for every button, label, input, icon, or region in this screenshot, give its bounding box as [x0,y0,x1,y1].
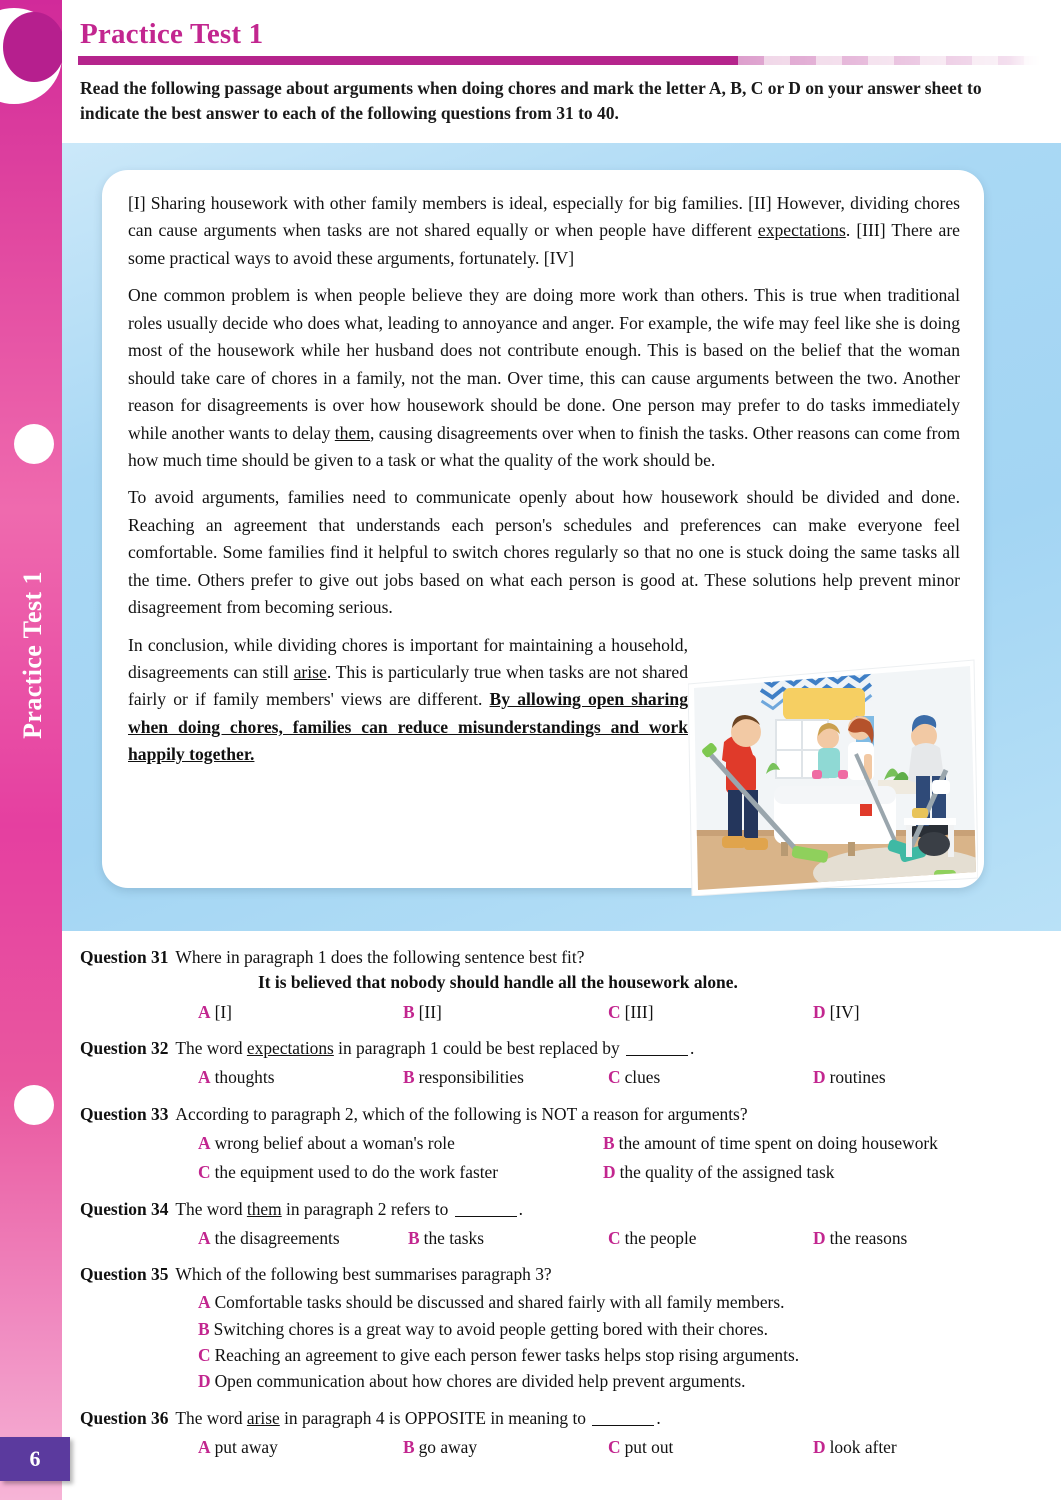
question-31-text: Where in paragraph 1 does the following sentence best fit? [175,947,585,967]
option-text: Switching chores is a great way to avoid people getting bored with their chores. [213,1318,769,1339]
option-a[interactable] [198,1001,403,1024]
q32-after: in paragraph 1 could be best replaced by [333,1037,625,1058]
option-d[interactable] [603,1161,1008,1184]
q34-before: The word [175,1198,247,1219]
option-text: wrong belief about a woman's role [214,1132,455,1153]
option-letter: B [198,1318,210,1339]
option-d[interactable] [198,1370,1045,1393]
question-31-label: Question 31 [80,947,169,967]
option-text: the equipment used to do the work faster [214,1162,499,1183]
family-cleaning-photo [688,658,978,896]
option-b[interactable] [403,1066,608,1089]
p1-part-a: [I] Sharing housework with other family members is ideal, especially for big families. [II] However, dividing chores can cause arguments when tasks are not shared equally or when people have different [128,193,960,241]
question-36-label: Question 36 [80,1407,169,1428]
question-block-35 [80,1263,1045,1394]
option-c[interactable] [198,1344,1045,1367]
option-b[interactable] [403,1001,608,1024]
option-letter: B [403,1067,415,1088]
option-letter: D [813,1227,826,1248]
option-letter: C [608,1437,621,1457]
option-letter: B [603,1132,615,1153]
option-text: look after [829,1437,897,1457]
option-d[interactable] [813,1066,1018,1089]
option-a[interactable] [198,1291,1045,1314]
answer-blank [592,1425,654,1426]
option-letter: C [608,1227,621,1248]
option-letter: A [198,1437,211,1457]
question-block-34 [80,1198,1045,1251]
question-31-insert-sentence: It is believed that nobody should handle all the housework alone. [258,972,738,993]
option-letter: D [198,1371,211,1392]
q36-end: . [656,1407,661,1428]
p2-part-a: One common problem is when people believe they are doing more work than others. This is true when traditional roles usually decide who does what, leading to annoyance and anger. For example, the wife may feel like she is doing most of the housework while her husband does not contribute enough. This is based on the belief that the woman should take care of chores in a family, not the man. Over time, this can cause arguments between the two. Another reason for disagreements is over how housework should be done. One person may prefer to do tasks immediately while another wants to delay [128,285,960,443]
p1-part-b: . [III] There are some practical ways to avoid these arguments, fortunately. [IV] [128,220,960,268]
passage-paragraph-2 [128,282,960,474]
option-text: go away [418,1437,478,1457]
option-text: thoughts [214,1067,275,1088]
option-text: the reasons [829,1227,908,1248]
question-32-options [80,1066,1045,1089]
p2-part-b: , causing disagreements over when to finish the tasks. Other reasons can come from how much time should be given to a task or what the quality of the work should be. [128,422,960,470]
question-33-text: According to paragraph 2, which of the following is NOT a reason for arguments? [175,1103,748,1124]
question-block-33 [80,1103,1045,1185]
option-a[interactable] [198,1436,403,1459]
option-text: [III] [624,1001,654,1022]
option-c[interactable] [608,1227,813,1250]
option-c[interactable] [198,1161,603,1184]
option-text: put out [624,1437,674,1457]
option-letter: B [403,1001,415,1022]
q36-underlined-word: arise [246,1407,280,1428]
option-letter: A [198,1227,211,1248]
option-letter: D [813,1001,826,1022]
header-rule-solid [78,56,738,65]
option-text: [II] [418,1001,442,1022]
sidebar-white-dot-icon [14,424,54,464]
option-letter: C [198,1345,211,1366]
sidebar-vertical-title: Practice Test 1 [18,571,47,739]
passage-paragraph-3 [128,484,960,621]
question-34-text [175,1198,523,1221]
option-text: put away [214,1437,278,1457]
option-letter: B [403,1437,415,1457]
sidebar-white-dot-icon [14,1085,54,1125]
sidebar-top-circle-icon [3,12,62,82]
answer-blank [626,1055,688,1056]
q32-end: . [690,1037,695,1058]
passage-paragraph-4 [128,632,688,769]
question-block-36 [80,1407,1045,1460]
question-35-options [80,1291,1045,1393]
option-d[interactable] [813,1436,1018,1459]
p1-underlined-word: expectations [757,220,846,241]
q32-underlined-word: expectations [246,1037,334,1058]
q32-before: The word [175,1037,247,1058]
question-32-head [80,1037,1045,1060]
p4-part-a: In conclusion, while dividing chores is important for maintaining a household, disagreements can still [128,634,688,682]
option-text: clues [624,1067,661,1088]
question-36-head [80,1407,1045,1430]
q34-after: in paragraph 2 refers to [281,1198,453,1219]
option-text: the amount of time spent on doing housework [618,1132,938,1153]
p4-bold-underlined-sentence: By allowing open sharing when doing chores, families can reduce misunderstandings and work happily together. [128,689,688,765]
questions-section [80,946,1045,1472]
question-34-label: Question 34 [80,1198,169,1219]
question-33-options-row2 [80,1161,1045,1184]
option-b[interactable] [603,1132,1008,1155]
question-35-label: Question 35 [80,1264,169,1285]
option-c[interactable] [608,1436,813,1459]
question-35-text: Which of the following best summarises paragraph 3? [175,1264,552,1285]
q34-end: . [518,1198,523,1219]
option-d[interactable] [813,1227,907,1250]
option-letter: A [198,1292,211,1313]
question-32-label: Question 32 [80,1037,169,1058]
option-d[interactable] [813,1001,1018,1024]
page-number-badge [0,1437,70,1481]
option-b[interactable] [403,1436,608,1459]
option-letter: C [608,1001,621,1022]
question-block-32 [80,1037,1045,1090]
question-block-31 [80,946,1045,1024]
p2-underlined-word: them [334,422,370,443]
q36-before: The word [175,1407,247,1428]
option-a[interactable] [198,1132,603,1155]
option-letter: D [813,1067,826,1088]
p4-part-b: . This is particularly true when tasks are not shared fairly or if family members' views are different. [128,662,688,710]
option-c[interactable] [608,1001,813,1024]
option-text: Comfortable tasks should be discussed and shared fairly with all family members. [214,1292,785,1313]
question-33-options-row1 [80,1132,1045,1155]
option-letter: B [408,1227,420,1248]
question-33-head [80,1103,1045,1126]
option-letter: C [608,1067,621,1088]
option-a[interactable] [198,1227,408,1250]
option-text: the people [624,1227,697,1248]
p3-text: To avoid arguments, families need to communicate openly about how housework should be divided and done. Reaching an agreement that understands each person's schedules and preferences can make everyone feel comfortable. Some families find it helpful to switch chores regularly so that no one is stuck doing the same tasks all the time. Others prefer to give out jobs based on what each person is good at. These solutions help prevent minor disagreement from becoming serious. [128,487,960,618]
question-32-text [175,1037,694,1060]
option-text: Reaching an agreement to give each person fewer tasks helps stop rising arguments. [214,1345,800,1366]
q36-after: in paragraph 4 is OPPOSITE in meaning to [279,1407,591,1428]
option-letter: A [198,1067,211,1088]
page-number-value: 6 [29,1446,41,1471]
option-text: the disagreements [214,1227,340,1248]
option-text: responsibilities [418,1067,524,1088]
option-letter: D [813,1437,826,1457]
left-decorative-sidebar [0,0,62,1500]
question-31-head [80,946,1045,969]
question-34-options [80,1227,1045,1250]
question-35-head [80,1263,1045,1286]
option-text: the quality of the assigned task [619,1162,835,1183]
option-text: [IV] [829,1001,860,1022]
answer-blank [455,1216,517,1217]
header-divider-rule [78,56,1043,65]
passage-paragraph-1 [128,190,960,272]
question-33-label: Question 33 [80,1103,169,1124]
question-36-options [80,1436,1045,1459]
option-letter: A [198,1132,211,1153]
header-rule-striped [738,56,1043,65]
option-letter: C [198,1162,211,1183]
option-letter: A [198,1001,211,1022]
option-text: [I] [214,1001,232,1022]
question-34-head [80,1198,1045,1221]
instruction-text: Read the following passage about arguments when doing chores and mark the letter A, B, C or D on your answer sheet to indicate the best answer to each of the following questions from 31 to 40. [80,78,982,123]
question-31-options [80,1001,1045,1024]
option-text: the tasks [423,1227,484,1248]
question-36-text [175,1407,660,1430]
option-c[interactable] [608,1066,813,1089]
option-letter: D [603,1162,616,1183]
option-b[interactable] [408,1227,608,1250]
q34-underlined-word: them [246,1198,282,1219]
option-text: Open communication about how chores are divided help prevent arguments. [214,1371,746,1392]
page-title: Practice Test 1 [80,18,264,50]
option-text: routines [829,1067,886,1088]
page-header [78,18,1043,65]
option-b[interactable] [198,1318,1045,1341]
option-a[interactable] [198,1066,403,1089]
p4-underlined-word: arise [293,662,327,682]
